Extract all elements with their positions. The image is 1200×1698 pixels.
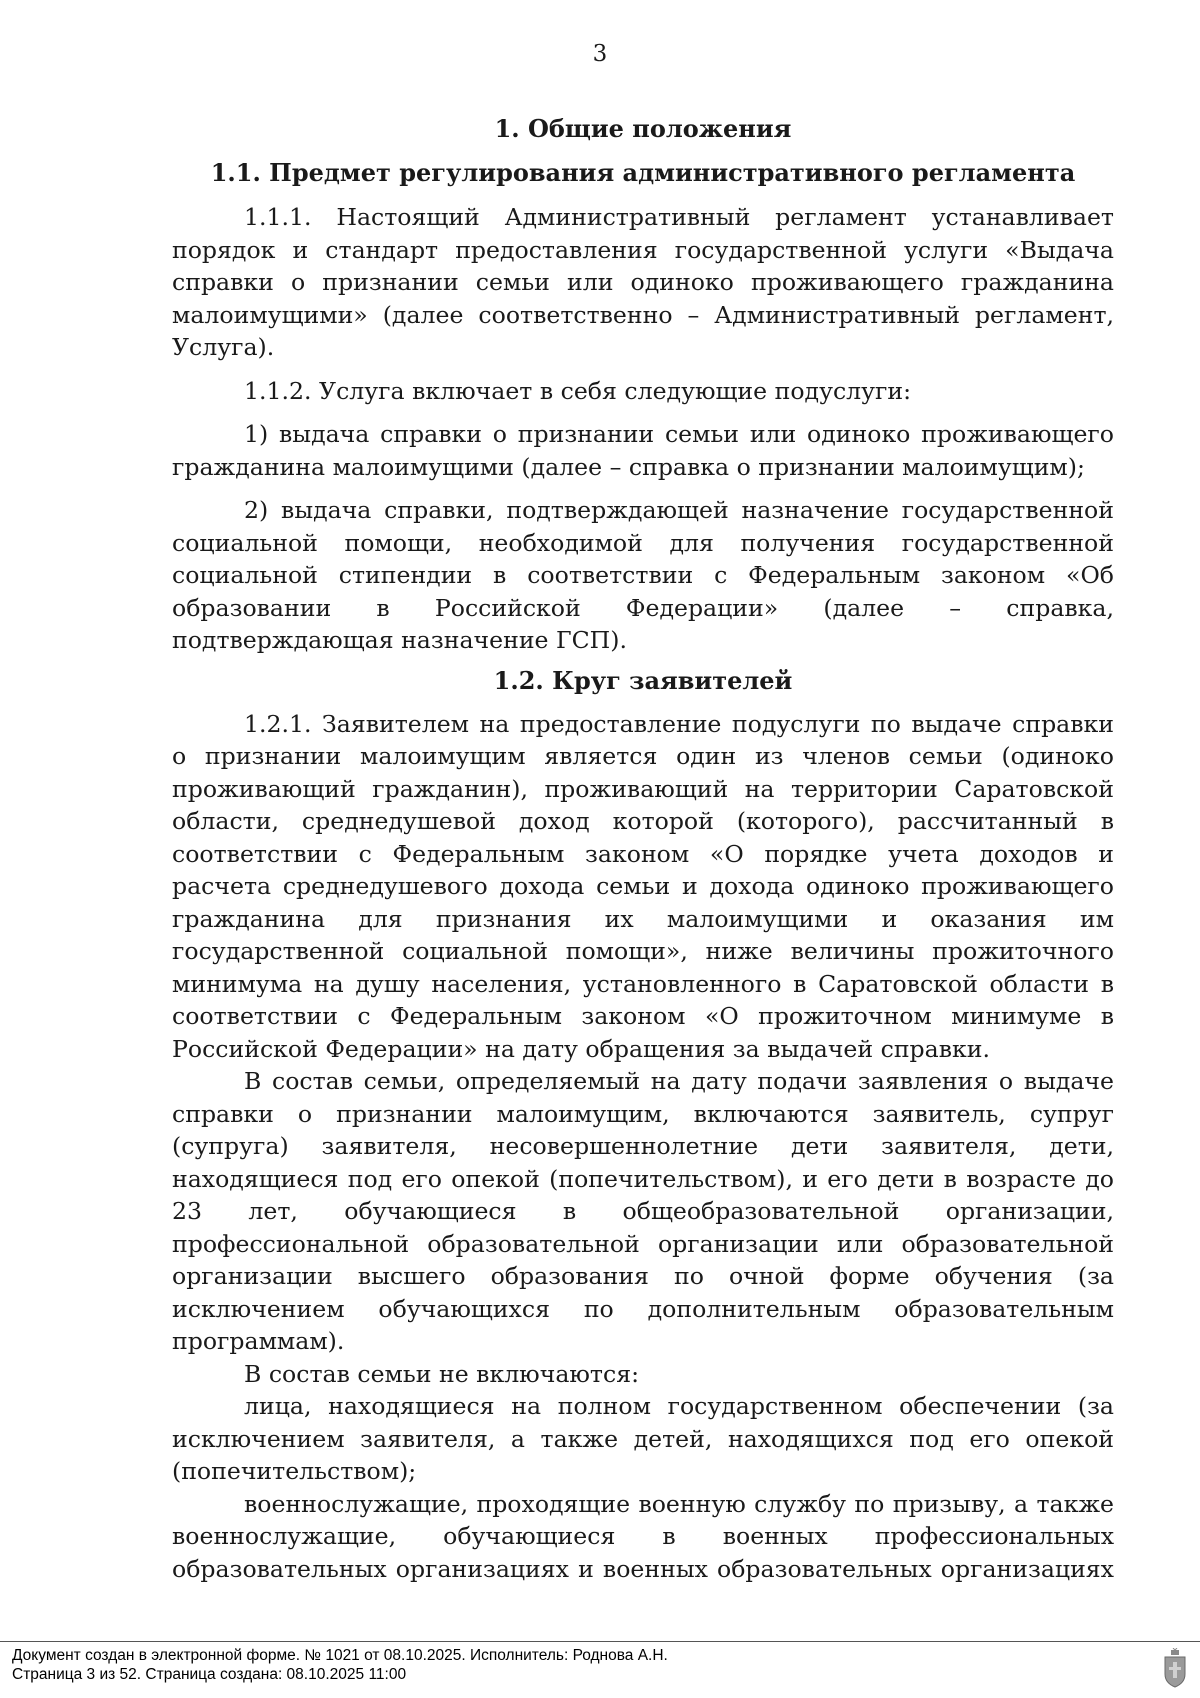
section-heading-1: 1. Общие положения — [494, 114, 792, 143]
coat-of-arms-icon — [1162, 1648, 1188, 1688]
list-item-1: 1) выдача справки о признании семьи или одиноко проживающего гражданина малоимущими (далее – справка о признании малоимущим); — [172, 420, 1114, 481]
list-item-2: 2) выдача справки, подтверждающей назначение государственной социальной помощи, необходимой для получения государственной социальной стипендии в соответствии с Федеральным законом «Об образовании в Российской Федерации» (далее – справка, подтверждающая назначение ГСП). — [172, 496, 1114, 654]
footer-line-1: Документ создан в электронной форме. № 1021 от 08.10.2025. Исполнитель: Роднова А.Н. — [12, 1647, 668, 1664]
paragraph-family-composition: В состав семьи, определяемый на дату подачи заявления о выдаче справки о признании малоимущим, включаются заявитель, супруг (супруга) заявителя, несовершеннолетние дети заявителя, дети, находящиеся под его опекой (попечительством), и его дети в возрасте до 23 лет, обучающиеся в общеобразовательной организации, профессиональной образовательной организации или образовательной организации высшего образования по очной форме обучения (за исключением обучающихся по дополнительным образовательным программам). — [172, 1067, 1114, 1355]
document-footer — [12, 1646, 668, 1684]
section-heading-1-2: 1.2. Круг заявителей — [493, 665, 793, 695]
paragraph-1-1-2: 1.1.2. Услуга включает в себя следующие подуслуги: — [244, 376, 912, 405]
paragraph-persons-state-support: лица, находящиеся на полном государственном обеспечении (за исключением заявителя, а также детей, находящихся под его опекой (попечительством); — [172, 1392, 1114, 1485]
footer-divider — [0, 1641, 1200, 1642]
paragraph-military: военнослужащие, проходящие военную службу по призыву, а также военнослужащие, обучающиеся в военных профессиональных образовательных организациях и военных образовательных организациях — [172, 1489, 1114, 1583]
paragraph-1-1-1: 1.1.1. Настоящий Административный регламент устанавливает порядок и стандарт предоставления государственной услуги «Выдача справки о признании семьи или одиноко проживающего гражданина малоимущими» (далее соответственно – Административный регламент, Услуга). — [172, 203, 1114, 361]
paragraph-1-2-1: 1.2.1. Заявителем на предоставление подуслуги по выдаче справки о признании малоимущим является один из членов семьи (одиноко проживающий гражданин), проживающий на территории Саратовской области, среднедушевой доход которой (которого), рассчитанный в соответствии с Федеральным законом «О порядке учета доходов и расчета среднедушевого дохода семьи и дохода одиноко проживающего гражданина для признания их малоимущими и оказания им государственной социальной помощи», ниже величины прожиточного минимума на душу населения, установленного в Саратовской области в соответствии с Федеральным законом «О прожиточном минимуме в Российской Федерации» на дату обращения за выдачей справки. — [172, 709, 1114, 1063]
paragraph-not-included: В состав семьи не включаются: — [244, 1359, 640, 1388]
page-number: 3 — [592, 41, 608, 67]
document-body — [172, 113, 1114, 1585]
footer-line-2: Страница 3 из 52. Страница создана: 08.10.2025 11:00 — [12, 1666, 407, 1683]
section-heading-1-1: 1.1. Предмет регулирования административного регламента — [210, 158, 1076, 187]
